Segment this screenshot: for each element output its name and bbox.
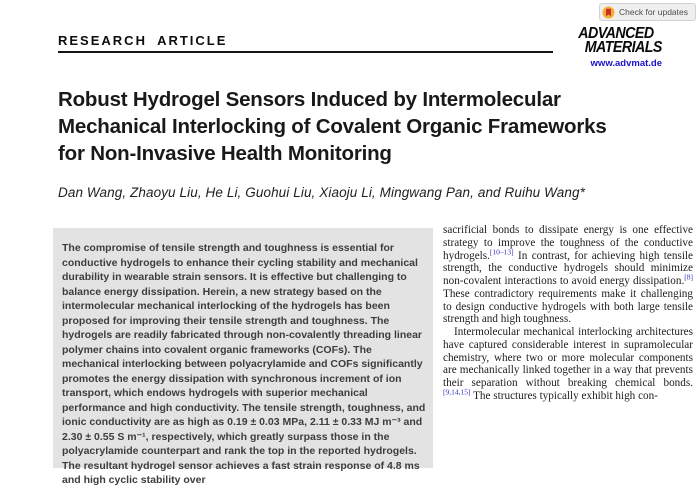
crossmark-icon <box>602 6 615 19</box>
body-text-column <box>443 224 693 462</box>
title-line: Mechanical Interlocking of Covalent Organic Frameworks <box>58 115 607 138</box>
reference-link[interactable]: [8] <box>684 272 693 282</box>
journal-logo <box>578 27 662 54</box>
journal-logo-line2: MATERIALS <box>584 38 662 56</box>
check-for-updates-button[interactable] <box>599 3 696 21</box>
body-paragraph: sacrificial bonds to dissipate energy is one effective strategy to improve the toughness of the conductive hydrogels.[10–13] In contrast, for achieving high tensile strength, the conductive hydrogels should minimize non-covalent interactions to avoid energy dissipation.[8] These contradictory requirements make it challenging to design conductive hydrogels with both large tensile strength and high toughness. <box>443 224 693 326</box>
title-line: Robust Hydrogel Sensors Induced by Intermolecular <box>58 88 561 111</box>
title-line: for Non-Invasive Health Monitoring <box>58 142 392 165</box>
article-title <box>58 86 607 167</box>
authors-line: Dan Wang, Zhaoyu Liu, He Li, Guohui Liu, Xiaoju Li, Mingwang Pan, and Ruihu Wang* <box>58 185 585 200</box>
section-label: RESEARCH ARTICLE <box>58 33 228 48</box>
reference-link[interactable]: [10–13] <box>489 246 514 256</box>
check-for-updates-label: Check for updates <box>619 7 688 17</box>
journal-logo-line1: ADVANCED <box>578 25 654 42</box>
abstract-box <box>53 228 433 486</box>
reference-link[interactable]: [9,14,15] <box>443 387 471 397</box>
body-paragraph: Intermolecular mechanical interlocking architectures have captured considerable interest in supramolecular chemistry, where two or more molecular components are mechanically linked together in a way that prevents their separation without breaking chemical bonds.[9,14,15] The structures typically exhibit high con- <box>443 326 693 402</box>
header-rule <box>58 51 553 53</box>
journal-website-link[interactable]: www.advmat.de <box>590 58 662 69</box>
abstract-text: The compromise of tensile strength and toughness is essential for conductive hydrogels to enhance their cycling stability and mechanical durability in wearable strain sensors. It is effective but challenging to balance energy dissipation. Herein, a new strategy based on the intermolecular mechanical interlocking of the hydrogels has been proposed for improving their tensile strength and toughness. The hydrogels are readily fabricated through non-covalently threading linear polymer chains into covalent organic frameworks (COFs). The mechanical interlocking between polyacrylamide and COFs significantly promotes the energy dissipation with synchronous increment of ion transport, which endows hydrogels with superior mechanical performance and high conductivity. The tensile strength, toughness, and ionic conductivity are as high as 0.19 ± 0.03 MPa, 2.11 ± 0.33 MJ m⁻³ and 2.30 ± 0.55 S m⁻¹, respectively, which greatly surpass those in the polyacrylamide counterpart and rank the top in the reported hydrogels. The resultant hydrogel sensor achieves a fast strain response of 4.8 ms and high cyclic stability over <box>62 242 426 486</box>
